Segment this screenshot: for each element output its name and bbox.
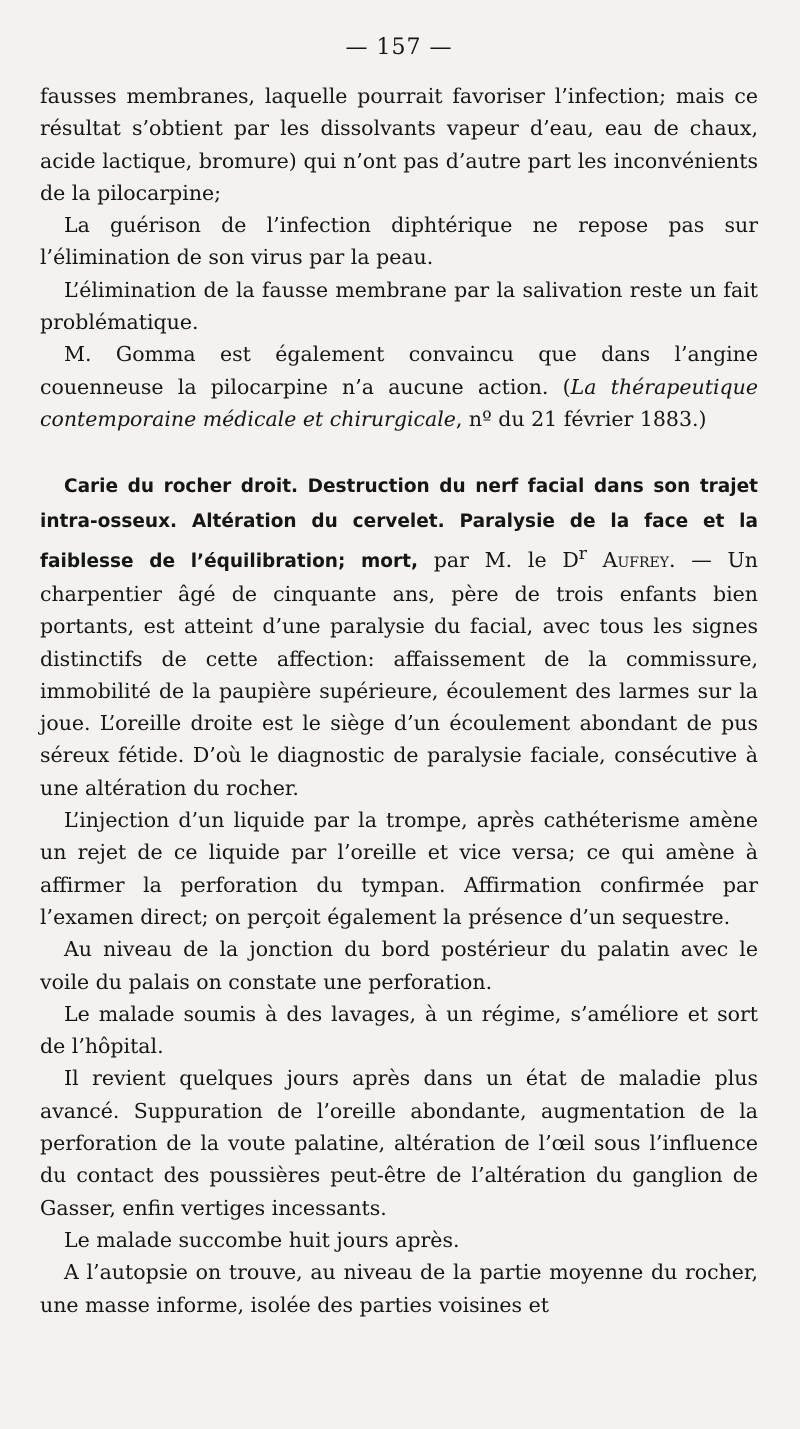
citation-rest: , nº du 21 février 1883.) xyxy=(455,406,707,431)
paragraph-11: A l’autopsie on trouve, au niveau de la partie moyenne du rocher, une masse informe, isolée des parties voisines et xyxy=(40,1260,758,1317)
article-by: par M. le D xyxy=(418,547,579,572)
paragraph-1: fausses membranes, laquelle pourrait favoriser l’infection; mais ce résultat s’obtient par les dissolvants vapeur d’eau, eau de chaux, acide lactique, bromure) qui n’ont pas d’autre part les inconvénients de la pilocarpine; xyxy=(40,84,758,205)
paragraph-3: L’élimination de la fausse membrane par la salivation reste un fait problématique. xyxy=(40,277,758,335)
paragraph-8: Le malade soumis à des lavages, à un régime, s’améliore et sort de l’hôpital. xyxy=(40,1001,758,1059)
page-number: — 157 — xyxy=(345,35,453,60)
article-body: . — Un charpentier âgé de cinquante ans, père de trois enfants bien portants, est atteint d’une paralysie du facial, avec tous les signes distinctifs de cette affection: affaissement de la commissure, immobilité de la paupière supérieure, écoulement des larmes sur la joue. L’oreille droite est le siège d’un écoulement abondant de pus séreux fétide. D’où le diagnostic de paralysie faciale, consécutive à une altération du rocher. xyxy=(40,547,758,800)
paragraph-4-text: M. Gomma est également convaincu que dans l’angine couenneuse la pilocarpine n’a aucune action. xyxy=(40,342,758,399)
paragraph-6: L’injection d’un liquide par la trompe, après cathéterisme amène un rejet de ce liquide par l’oreille et vice versa; ce qui amène à affirmer la perforation du tympan. Affirmation confirmée par l’examen direct; on perçoit également la présence d’un sequestre. xyxy=(40,808,758,929)
citation-open: ( xyxy=(562,374,571,399)
paragraph-4 xyxy=(40,338,758,435)
article-author: Aufrey xyxy=(586,547,670,572)
article-heading: Carie du rocher droit. Destruction du nerf facial dans son trajet intra-osseux. Altération du cervelet. Paralysie de la face et la faiblesse de l’équilibration; mort, xyxy=(40,476,758,572)
citation-title: La thérapeutique contemporaine médicale et chirurgicale xyxy=(40,374,759,431)
paragraph-10: Le malade succombe huit jours après. xyxy=(64,1227,460,1252)
paragraph-2: La guérison de l’infection diphtérique ne repose pas sur l’élimination de son virus par la peau. xyxy=(40,213,758,270)
paragraph-9: Il revient quelques jours après dans un état de maladie plus avancé. Suppuration de l’oreille abondante, augmentation de la perforation de la voute palatine, altération de l’œil sous l’influence du contact des poussières peut-être de l’altération du ganglion de Gasser, enfin vertiges incessants. xyxy=(40,1066,758,1220)
paragraph-7: Au niveau de la jonction du bord postérieur du palatin avec le voile du palais on constate une perforation. xyxy=(40,937,758,994)
section-spacer xyxy=(40,435,758,469)
article-dr-sup: r xyxy=(578,543,587,564)
article-paragraph xyxy=(40,469,758,804)
